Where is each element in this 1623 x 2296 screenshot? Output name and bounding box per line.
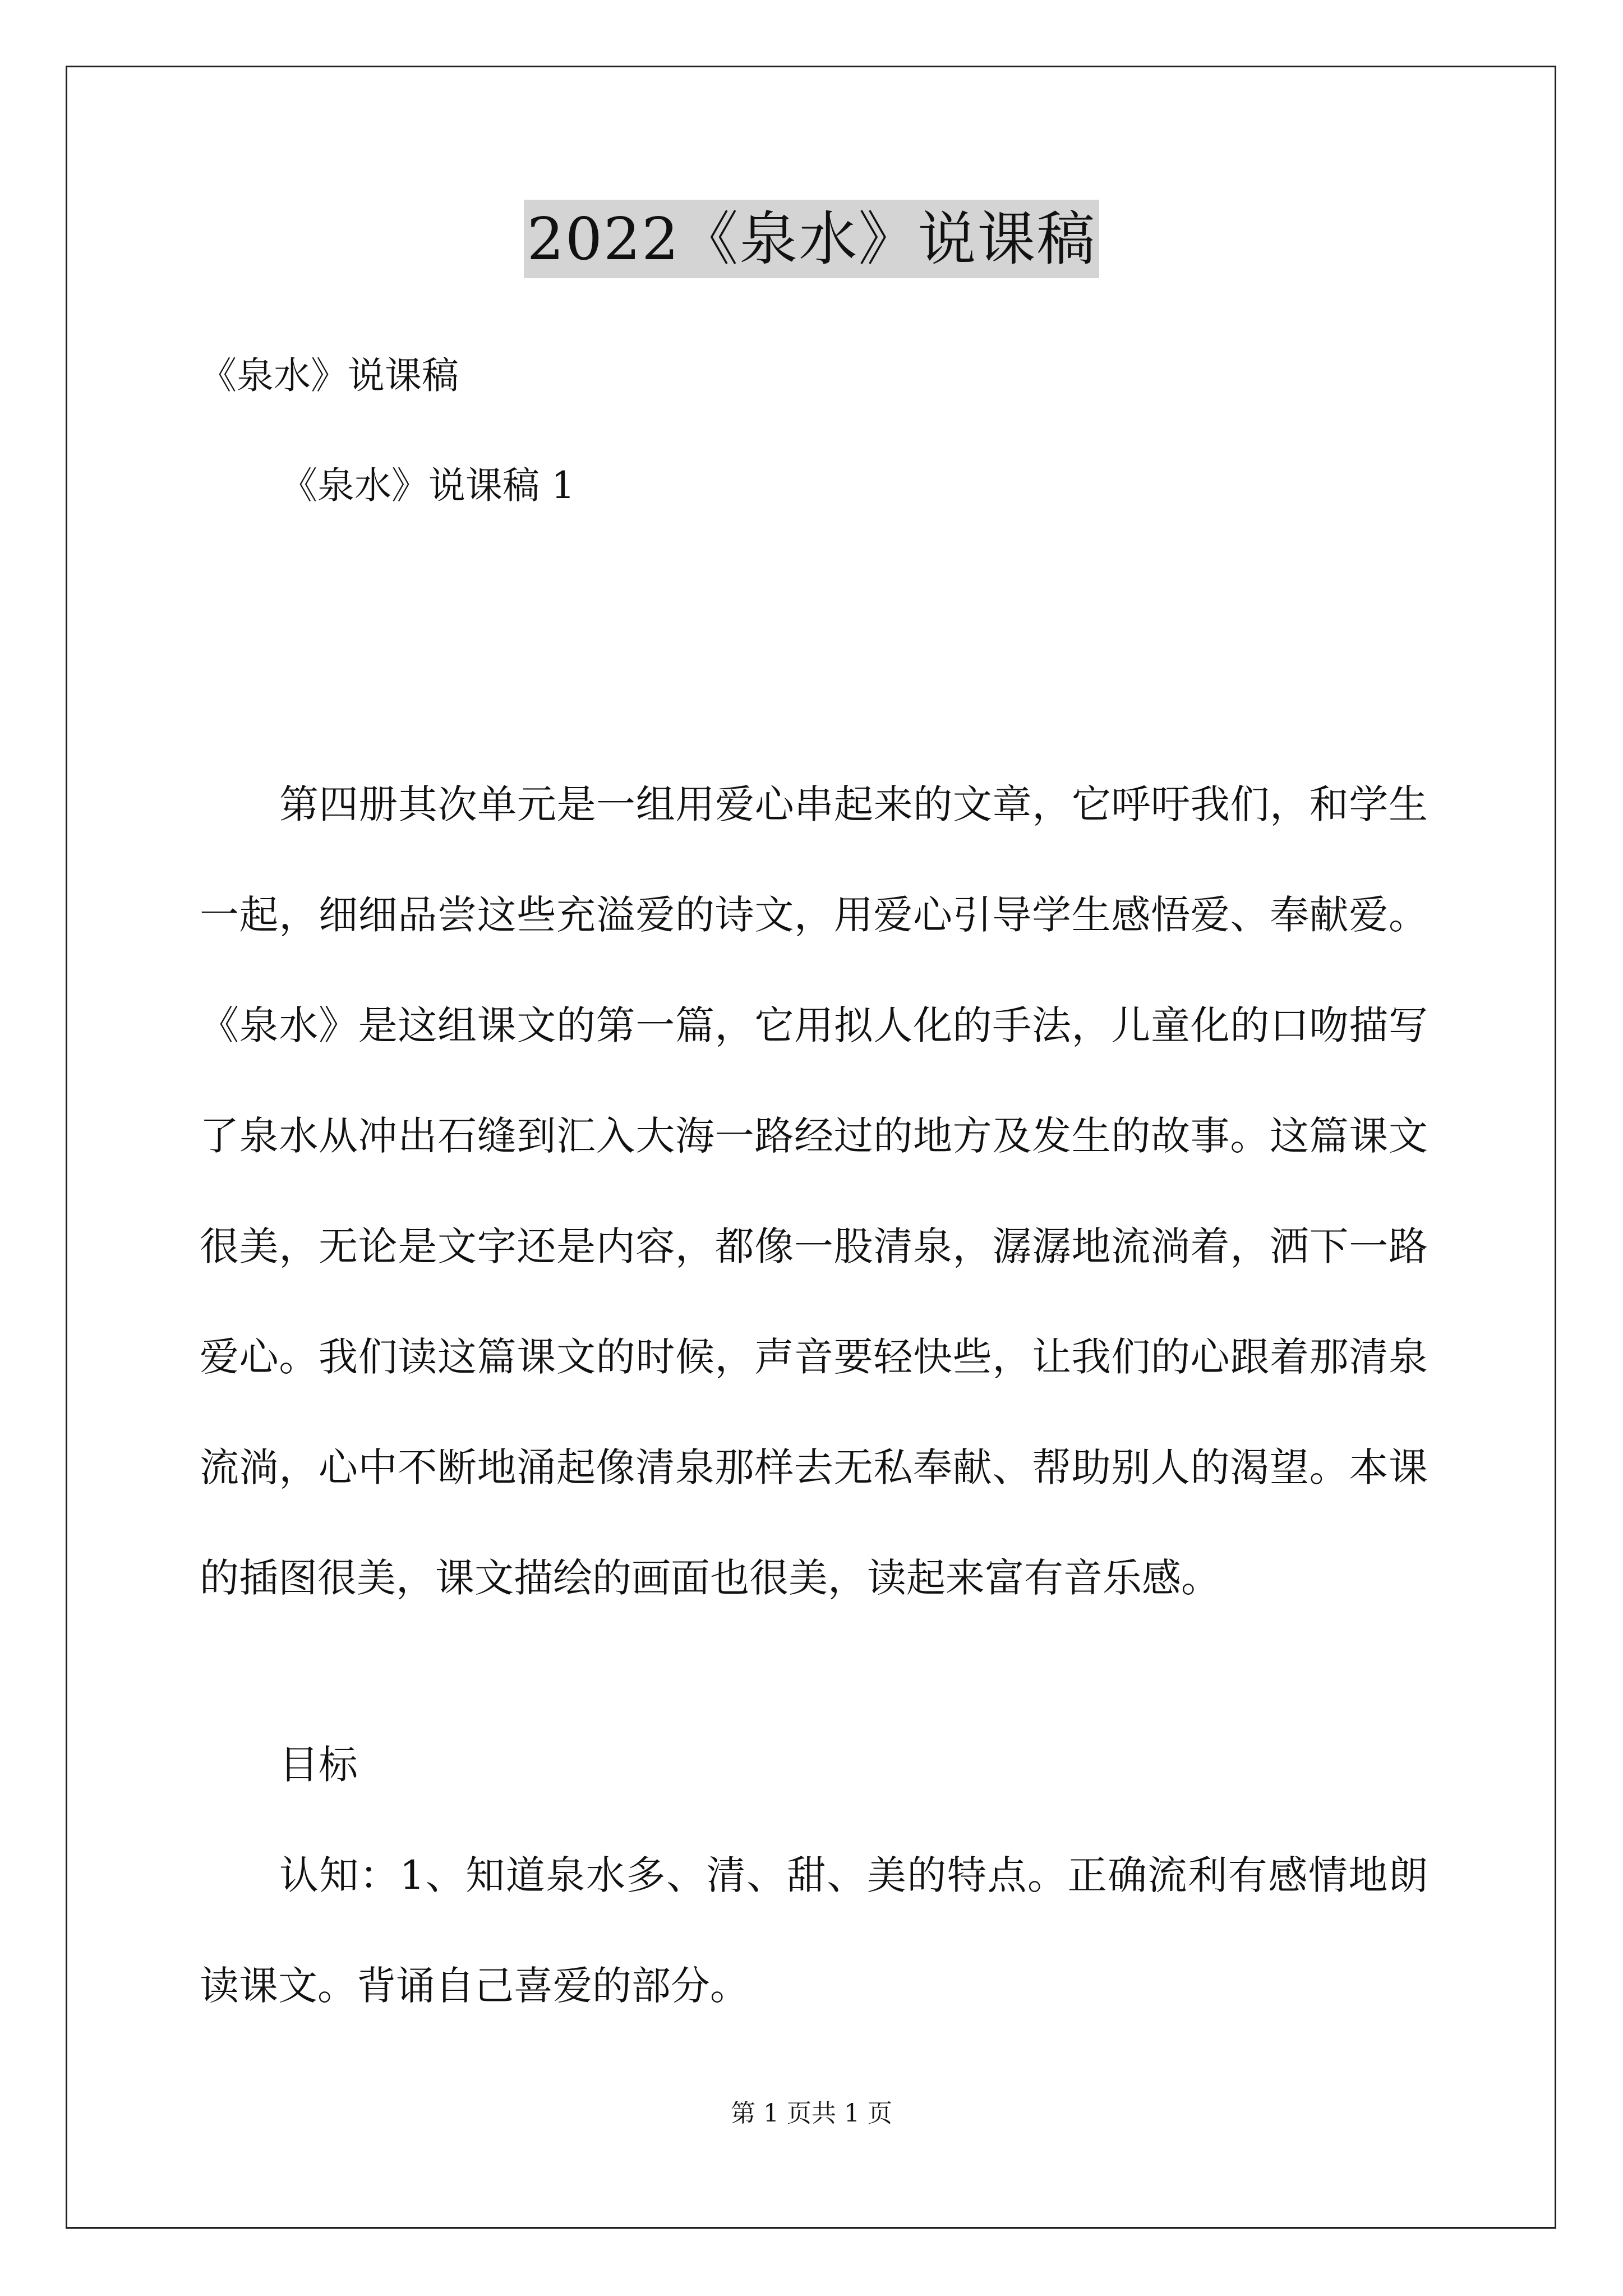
document-subtitle: 《泉水》说课稿 (200, 354, 459, 397)
page-total: 共 1 页 (811, 2099, 892, 2128)
body-paragraph-goals-heading: 目标 (279, 1742, 358, 1788)
section-title: 《泉水》说课稿 1 (280, 464, 575, 507)
body-paragraph-cognition: 认知：1、知道泉水多、清、甜、美的特点。正确流利有感情地朗读课文。背诵自己喜爱的部分。 (200, 1852, 1428, 2009)
title-container (0, 200, 1623, 278)
page-number: 第 1 页 (731, 2099, 811, 2128)
page-footer (0, 2097, 1623, 2131)
document-title: 2022《泉水》说课稿 (524, 200, 1100, 278)
body-paragraph-intro: 第四册其次单元是一组用爱心串起来的文章，它呼吁我们，和学生一起，细细品尝这些充溢爱的诗文，用爱心引导学生感悟爱、奉献爱。《泉水》是这组课文的第一篇，它用拟人化的手法，儿童化的口吻描写了泉水从冲出石缝到汇入大海一路经过的地方及发生的故事。这篇课文很美，无论是文字还是内容，都像一股清泉，潺潺地流淌着，洒下一路爱心。我们读这篇课文的时候，声音要轻快些，让我们的心跟着那清泉流淌，心中不断地涌起像清泉那样去无私奉献、帮助别人的渴望。本课的插图很美，课文描绘的画面也很美，读起来富有音乐感。 (200, 781, 1428, 1601)
